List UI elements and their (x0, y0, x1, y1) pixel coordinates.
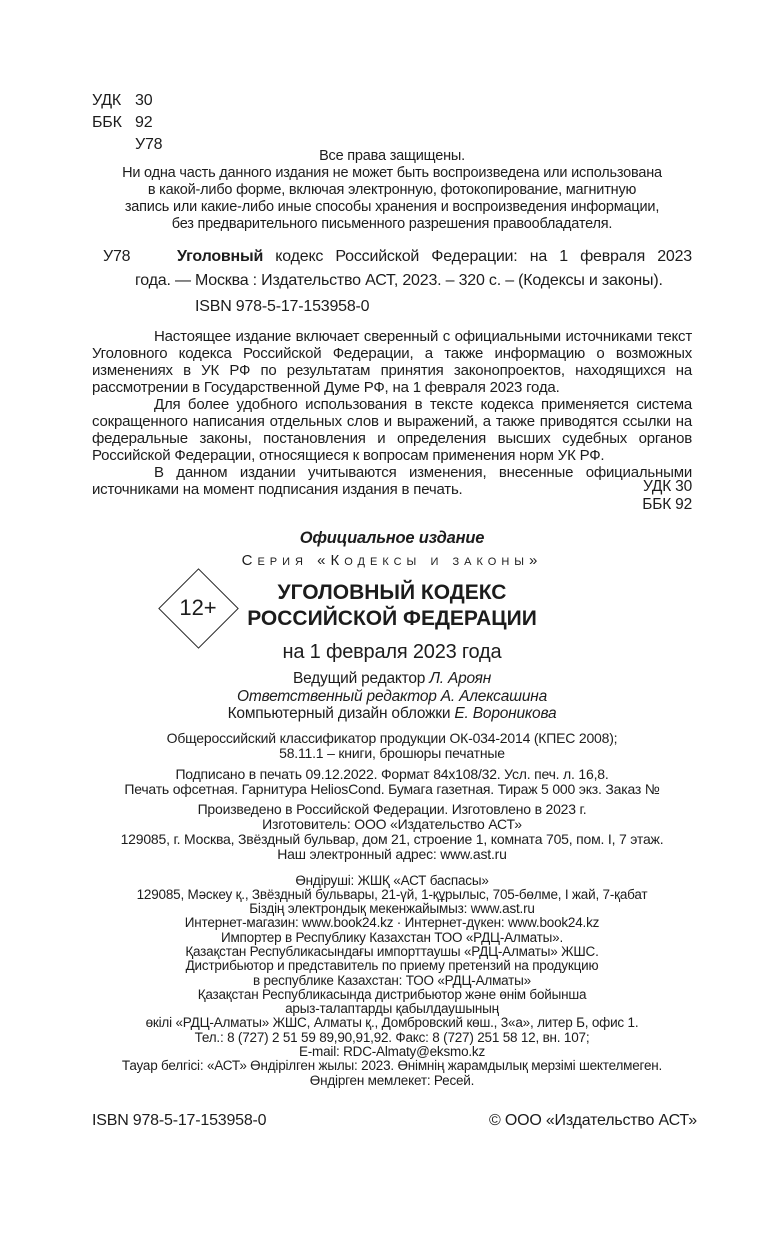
print-info-line: Печать офсетная. Гарнитура HeliosCond. Бумага газетная. Тираж 5 000 экз. Заказ № (124, 780, 660, 797)
credit-label: Ответственный редактор (237, 687, 441, 705)
bbk-value: 92 (135, 114, 153, 131)
udk-right-value: УДК 30 (642, 478, 692, 495)
credit-name: Л. Ароян (429, 670, 492, 687)
catalog-line2: года. — Москва : Издательство АСТ, 2023. – 320 с. – (Кодексы и законы). (135, 272, 663, 289)
annotation-paragraph: В данном издании учитываются изменения, внесенные официальными источниками на момент подписания издания в печать. (92, 464, 692, 498)
production-info-line: 129085, г. Москва, Звёздный бульвар, дом 21, строение 1, комната 705, пом. I, 7 этаж. (120, 830, 664, 847)
page-footer (92, 1112, 697, 1130)
credit-label: Ведущий редактор (292, 670, 430, 687)
bbk-row (92, 112, 692, 134)
catalog-isbn: ISBN 978-5-17-153958-0 (195, 298, 370, 315)
kazakhstan-info-line: Қазақстан Республикасында дистрибьютор және өнім бойынша (197, 986, 587, 1002)
production-info-line: Произведено в Российской Федерации. Изготовлено в 2023 г. (197, 800, 587, 817)
age-rating-badge (158, 568, 238, 648)
official-edition-label: Официальное издание (299, 529, 485, 547)
rights-notice-line: запись или какие-либо иные способы хранения и воспроизведения информации, (124, 199, 660, 215)
book-title-line1: УГОЛОВНЫЙ КОДЕКС (277, 581, 507, 604)
print-info (92, 767, 692, 797)
footer-isbn: ISBN 978-5-17-153958-0 (92, 1112, 267, 1129)
rights-notice-line: без предварительного письменного разрешения правообладателя. (171, 216, 613, 232)
product-classifier-line: 58.11.1 – книги, брошюры печатные (279, 744, 505, 761)
catalog-title-bold: Уголовный (177, 248, 264, 265)
kazakhstan-info-line: Өндірген мемлекет: Ресей. (309, 1072, 475, 1088)
production-info-line: Наш электронный адрес: www.ast.ru (277, 845, 507, 862)
catalog-entry (92, 245, 692, 319)
annotation-paragraph: Настоящее издание включает сверенный с официальными источниками текст Уголовного кодекса Российской Федерации, а также информацию о возможных изменениях в УК РФ по результатам принятия законопроектов, находящихся на рассмотрении в Государственной Думе РФ, на 1 февраля 2023 года. (92, 328, 692, 396)
bbk-label: ББК (92, 114, 122, 131)
product-classifier (92, 731, 692, 761)
series-label: Серия «Кодексы и законы» (241, 552, 543, 569)
credit-line-cover-design (92, 705, 692, 723)
book-title-line2: РОССИЙСКОЙ ФЕДЕРАЦИИ (247, 607, 537, 630)
credit-name: А. Алексашина (440, 687, 547, 705)
author-sign-spacer (92, 134, 135, 156)
credit-name: Е. Вороникова (454, 705, 557, 722)
catalog-description (135, 245, 692, 293)
kazakhstan-distribution-info (92, 874, 692, 1088)
kazakhstan-info-line: Тауар белгісі: «АСТ» Өндірілген жылы: 2023. Өнімнің жарамдылық мерзімі шектелмеген. (121, 1058, 663, 1074)
annotation (92, 328, 692, 498)
bbk-right-value: ББК 92 (642, 496, 692, 513)
rights-notice-line: Все права защищены. (319, 148, 465, 164)
kazakhstan-info-line: Интернет-магазин: www.book24.kz · Интернет-дүкен: www.book24.kz (184, 915, 600, 931)
footer-copyright: © ООО «Издательство АСТ» (489, 1112, 697, 1129)
udk-label: УДК (92, 92, 122, 109)
kazakhstan-info-line: Дистрибьютор и представитель по приему претензий на продукцию (185, 958, 599, 974)
kazakhstan-info-line: Өндіруші: ЖШҚ «АСТ баспасы» (295, 872, 489, 888)
credit-label: Компьютерный дизайн обложки (227, 705, 455, 722)
kazakhstan-info-line: Біздің электрондық мекенжайымыз: www.ast.ru (249, 901, 535, 917)
rights-notice-line: Ни одна часть данного издания не может быть воспроизведена или использована (122, 165, 662, 181)
production-info (92, 802, 692, 862)
kazakhstan-info-line: арыз-талаптарды қабылдаушының (285, 1001, 499, 1017)
annotation-paragraph: Для более удобного использования в тексте кодекса применяется система сокращенного написания отдельных слов и выражений, а также приводятся ссылки на федеральные законы, постановления и определения высших судебных органов Российской Федерации, относящиеся к вопросам применения норм УК РФ. (92, 396, 692, 464)
rights-notice (92, 148, 692, 233)
classification-codes (92, 90, 692, 156)
credits (92, 670, 692, 723)
credit-line-lead-editor (92, 670, 692, 688)
udk-row (92, 90, 692, 112)
product-classifier-line: Общероссийский классификатор продукции ОК-034-2014 (КПЕС 2008); (166, 729, 618, 746)
credit-line-managing-editor (92, 688, 692, 706)
kazakhstan-info-line: өкілі «РДЦ-Алматы» ЖШС, Алматы қ., Домбровский көш., 3«а», литер Б, офис 1. (145, 1015, 639, 1031)
catalog-line1 (135, 245, 692, 269)
edition-date: на 1 февраля 2023 года (282, 641, 502, 663)
kazakhstan-info-line: в республике Казахстан: ТОО «РДЦ-Алматы» (253, 972, 531, 988)
kazakhstan-info-line: Тел.: 8 (727) 2 51 59 89,90,91,92. Факс: 8 (727) 251 58 12, вн. 107; (194, 1029, 590, 1045)
rights-notice-line: в какой-либо форме, включая электронную, фотокопирование, магнитную (147, 182, 637, 198)
kazakhstan-info-line: Импортер в Республику Казахстан ТОО «РДЦ-Алматы». (220, 929, 564, 945)
kazakhstan-info-line: 129085, Мәскеу қ., Звёздный бульвары, 21-үй, 1-құрылыс, 705-бөлме, I жай, 7-қабат (136, 886, 648, 902)
catalog-line1-rest: кодекс Российской Федерации: на 1 февраля 2023 (263, 248, 692, 265)
print-info-line: Подписано в печать 09.12.2022. Формат 84х108/32. Усл. печ. л. 16,8. (175, 765, 609, 782)
udk-value: 30 (135, 92, 153, 109)
kazakhstan-info-line: E-mail: RDC-Almaty@eksmo.kz (298, 1044, 486, 1060)
catalog-author-sign: У78 (103, 248, 131, 265)
age-rating-value: 12+ (179, 595, 217, 620)
production-info-line: Изготовитель: ООО «Издательство АСТ» (262, 815, 522, 832)
kazakhstan-info-line: Қазақстан Республикасындағы импорттаушы «РДЦ-Алматы» ЖШС. (185, 943, 599, 959)
author-sign-value: У78 (135, 136, 163, 153)
